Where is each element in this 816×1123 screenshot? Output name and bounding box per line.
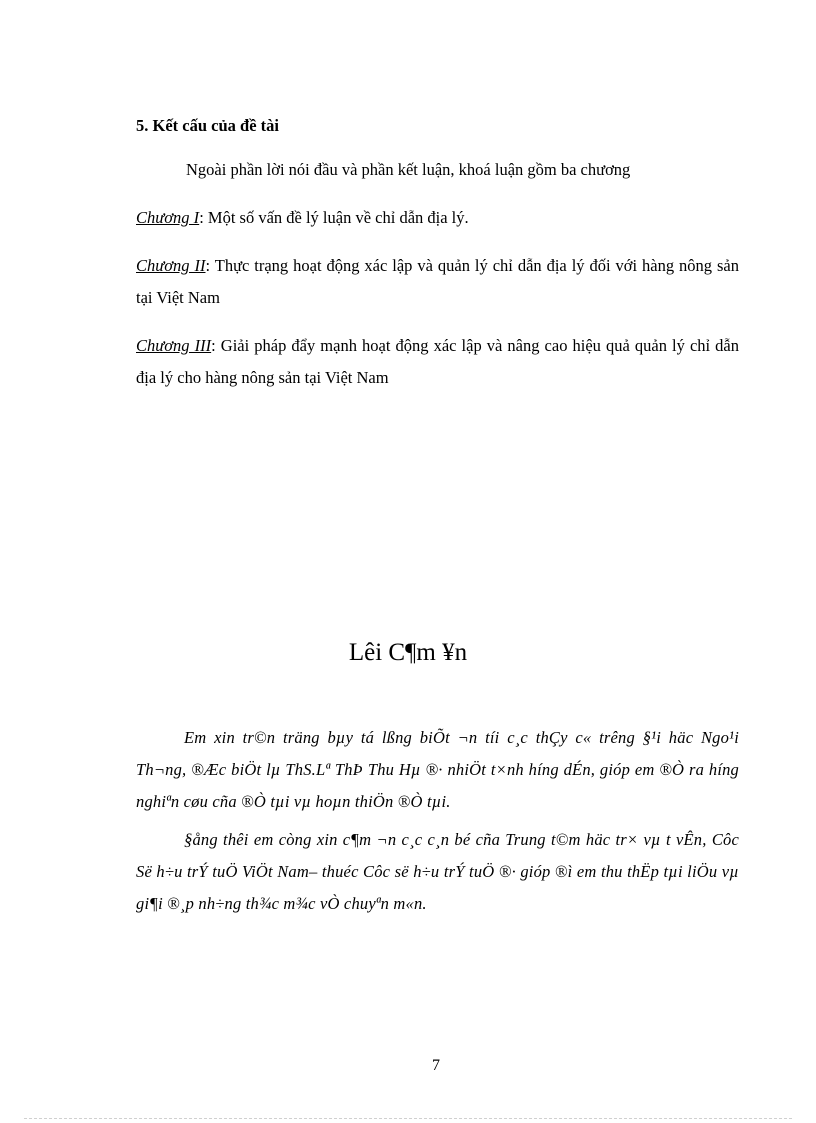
acknowledgement-body [136, 722, 739, 926]
structure-section [136, 116, 739, 410]
page-bottom-divider [24, 1118, 792, 1119]
section-intro: Ngoài phần lời nói đầu và phần kết luận, khoá luận gồm ba chương [186, 160, 631, 179]
acknowledgement-paragraph-2: §ång thêi em còng xin c¶m ¬n c¸c c¸n bé cña Trung t©m häc tr× vµ t vÊn, Côc Së h÷u trÝ tuÖ ViÖt Nam– thuéc Côc së h÷u trÝ tuÖ ®· gióp ®ì em thu thËp tµi liÖu vµ gi¶i ®¸p nh÷ng th¾c m¾c vÒ chuyªn m«n. [136, 830, 739, 913]
chapter-1-text: : Một số vấn đề lý luận về chỉ dẫn địa lý. [199, 208, 469, 227]
chapter-3 [136, 330, 739, 394]
chapter-3-tag: Chương III [136, 336, 212, 355]
chapter-1 [136, 202, 739, 234]
acknowledgement-paragraph-1: Em xin tr©n träng bµy tá lßng biÕt ¬n tíi c¸c thÇy c« trêng §¹i häc Ngo¹i Th¬ng, ®Æc biÖt lµ ThS.Lª ThÞ Thu Hµ ®· nhiÖt t×nh híng dÉn, gióp em ®Ò ra híng nghiªn cøu cña ®Ò tµi vµ hoµn thiÖn ®Ò tµi. [136, 728, 739, 811]
chapter-3-text: : Giải pháp đẩy mạnh hoạt động xác lập và nâng cao hiệu quả quản lý chỉ dẫn địa lý cho hàng nông sản tại Việt Nam [136, 336, 739, 387]
page-number: 7 [432, 1057, 440, 1074]
chapter-1-tag: Chương I [136, 208, 200, 227]
section-heading: 5. Kết cấu của đề tài [136, 116, 279, 135]
chapter-2 [136, 250, 739, 314]
chapter-2-tag: Chương II [136, 256, 206, 275]
chapter-2-text: : Thực trạng hoạt động xác lập và quản lý chỉ dẫn địa lý đối với hàng nông sản tại Việt Nam [136, 256, 739, 307]
acknowledgement-title: Lêi C¶m ¥n [348, 639, 468, 666]
